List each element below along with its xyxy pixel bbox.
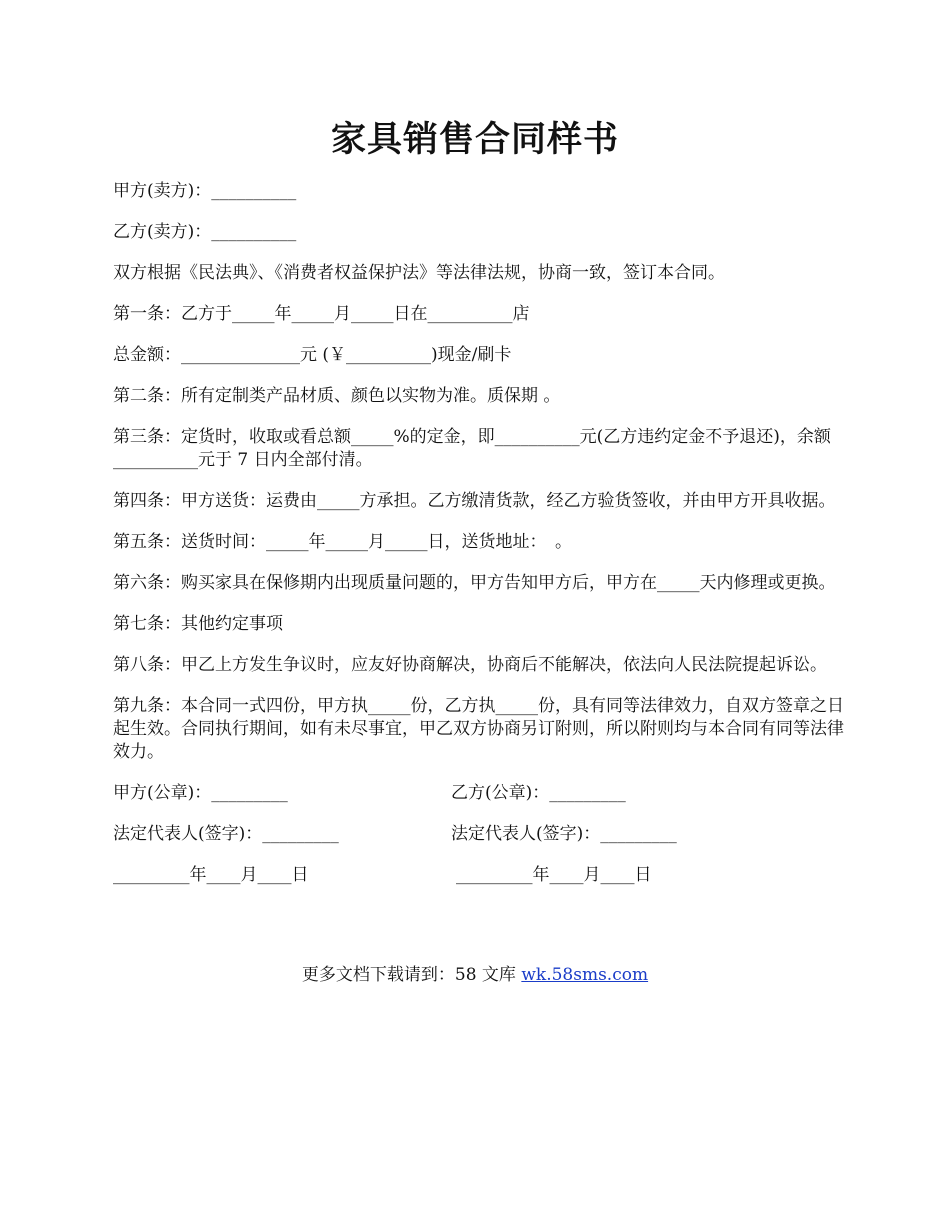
party-b-representative: 法定代表人(签字)：_________ — [451, 824, 677, 844]
seal-row — [113, 782, 848, 805]
footer-text: 更多文档下载请到：58 文库 — [301, 965, 522, 985]
party-a-seal: 甲方(公章)：_________ — [113, 783, 288, 803]
footer — [0, 964, 950, 987]
party-a-line: 甲方(卖方)：__________ — [113, 181, 297, 201]
article-5: 第五条：送货时间：_____年_____月_____日，送货地址： 。 — [113, 532, 572, 552]
contract-body — [113, 180, 848, 905]
article-4: 第四条：甲方送货：运费由_____方承担。乙方缴清货款，经乙方验货签收，并由甲方开具收据。 — [113, 491, 836, 511]
article-6: 第六条：购买家具在保修期内出现质量问题的，甲方告知甲方后，甲方在_____天内修理或更换。 — [113, 573, 836, 593]
article-3: 第三条：定货时，收取或看总额_____%的定金，即__________元(乙方违约定金不予退还)，余额__________元于 7 日内全部付清。 — [113, 427, 831, 470]
article-8: 第八条：甲乙上方发生争议时，应友好协商解决，协商后不能解决，依法向人民法院提起诉讼。 — [113, 655, 827, 675]
party-a-date: _________年____月____日 — [113, 865, 309, 885]
article-9: 第九条：本合同一式四份，甲方执_____份，乙方执_____份，具有同等法律效力，自双方签章之日起生效。合同执行期间，如有未尽事宜，甲乙双方协商另订附则，所以附则均与本合同有同等法律效力。 — [113, 696, 844, 762]
party-b-line: 乙方(卖方)：__________ — [113, 222, 297, 242]
preamble: 双方根据《民法典》、《消费者权益保护法》等法律法规，协商一致，签订本合同。 — [113, 263, 725, 283]
total-amount: 总金额：______________元 (￥__________)现金/刷卡 — [113, 345, 512, 365]
article-1: 第一条：乙方于_____年_____月_____日在__________店 — [113, 304, 530, 324]
representative-row — [113, 823, 848, 846]
article-2: 第二条：所有定制类产品材质、颜色以实物为准。质保期 。 — [113, 386, 561, 406]
footer-link[interactable]: wk.58sms.com — [521, 965, 649, 985]
document-title: 家具销售合同样书 — [330, 119, 619, 160]
article-7: 第七条：其他约定事项 — [113, 614, 283, 634]
party-a-representative: 法定代表人(签字)：_________ — [113, 824, 339, 844]
party-b-seal: 乙方(公章)：_________ — [451, 783, 626, 803]
date-row — [113, 864, 848, 887]
party-b-date: _________年____月____日 — [456, 865, 652, 885]
